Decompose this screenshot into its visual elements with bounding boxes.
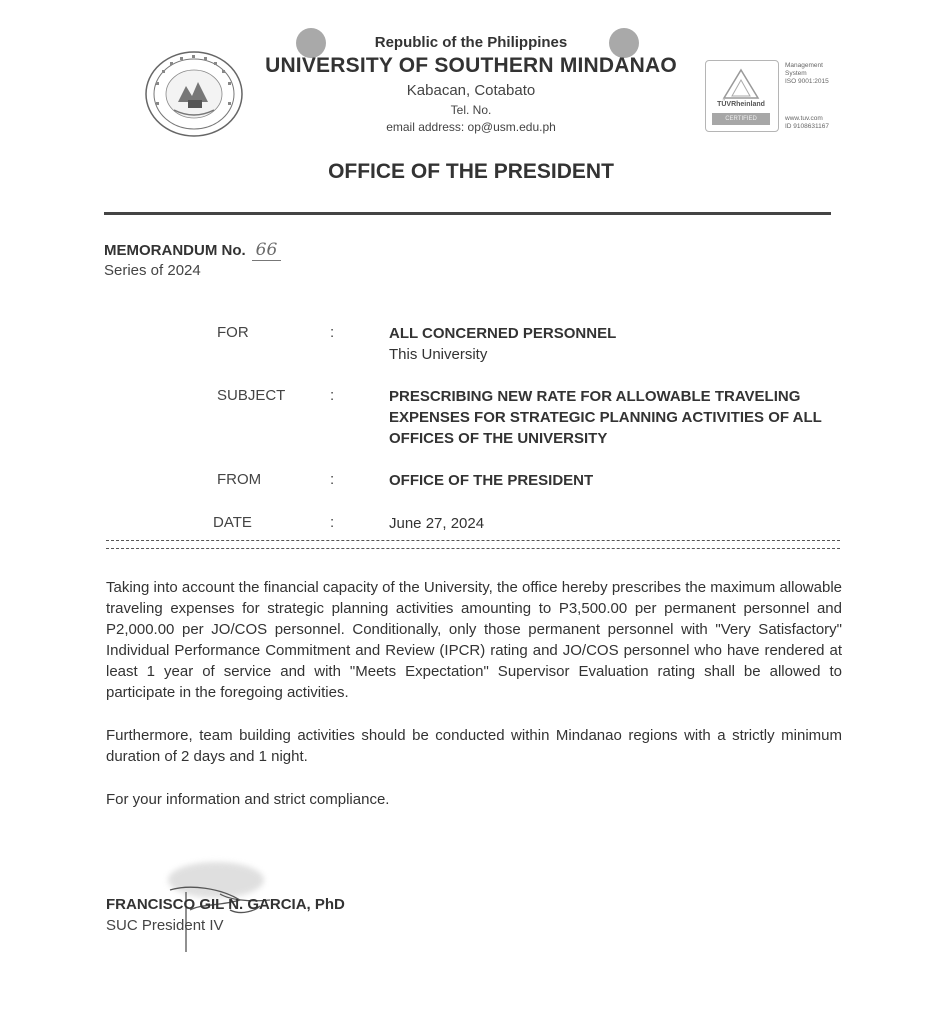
university-address: Kabacan, Cotabato [406, 82, 536, 99]
memo-label: MEMORANDUM No. [104, 242, 246, 259]
certification-id-text: www.tuv.com ID 9108631167 [785, 115, 829, 130]
subject-colon: : [330, 387, 335, 404]
office-title: OFFICE OF THE PRESIDENT [328, 160, 614, 183]
date-value: June 27, 2024 [389, 515, 485, 532]
date-label: DATE [213, 514, 252, 531]
header-divider [104, 212, 831, 215]
email-line: email address: op@usm.edu.ph [386, 120, 556, 134]
memo-number-line [104, 240, 281, 261]
body-paragraph-1: Taking into account the financial capacity of the University, the office hereby prescribes the maximum allowable traveling expenses for strategic planning activities amounting to P3,500.00 per permanent personnel and P2,000.00 per JO/COS personnel. Conditionally, only those permanent personnel with "Very Satisfactory" Individual Performance Commitment and Review (IPCR) rating and JO/COS personnel who have rendered at least 1 year of service and with "Meets Expectation" Supervisor Evaluation rating shall be allowed to participate in the foregoing activities. [106, 579, 842, 701]
for-recipient: ALL CONCERNED PERSONNEL [389, 325, 617, 342]
signatory-name: FRANCISCO GIL N. GARCIA, PhD [106, 896, 345, 913]
from-colon: : [330, 471, 335, 488]
subject-value: PRESCRIBING NEW RATE FOR ALLOWABLE TRAVELING EXPENSES FOR STRATEGIC PLANNING ACTIVITIES OF ALL OFFICES OF THE UNIVERSITY [389, 388, 822, 447]
date-colon: : [330, 514, 335, 531]
body-paragraph-3: For your information and strict compliance. [106, 791, 390, 808]
certification-brand: TÜVRheinland [717, 101, 765, 108]
management-system-text: Management System ISO 9001:2015 [785, 62, 829, 85]
signatory-title: SUC President IV [106, 917, 224, 934]
certification-band: CERTIFIED [712, 113, 770, 125]
for-label: FOR [217, 324, 249, 341]
triangle-icon [718, 66, 764, 104]
for-colon: : [330, 324, 335, 341]
telephone-line: Tel. No. [450, 103, 492, 117]
from-value: OFFICE OF THE PRESIDENT [389, 472, 594, 489]
university-name: UNIVERSITY OF SOUTHERN MINDANAO [265, 54, 677, 77]
for-value [389, 323, 849, 365]
republic-line: Republic of the Philippines [374, 34, 568, 51]
subject-label: SUBJECT [217, 387, 286, 404]
body-paragraph-2: Furthermore, team building activities should be conducted within Mindanao regions with a strictly minimum duration of 2 days and 1 night. [106, 727, 842, 765]
memo-series: Series of 2024 [104, 262, 201, 279]
double-dashed-divider [106, 540, 840, 549]
for-subline: This University [389, 346, 488, 363]
memo-number: 66 [252, 240, 282, 261]
from-label: FROM [217, 471, 262, 488]
